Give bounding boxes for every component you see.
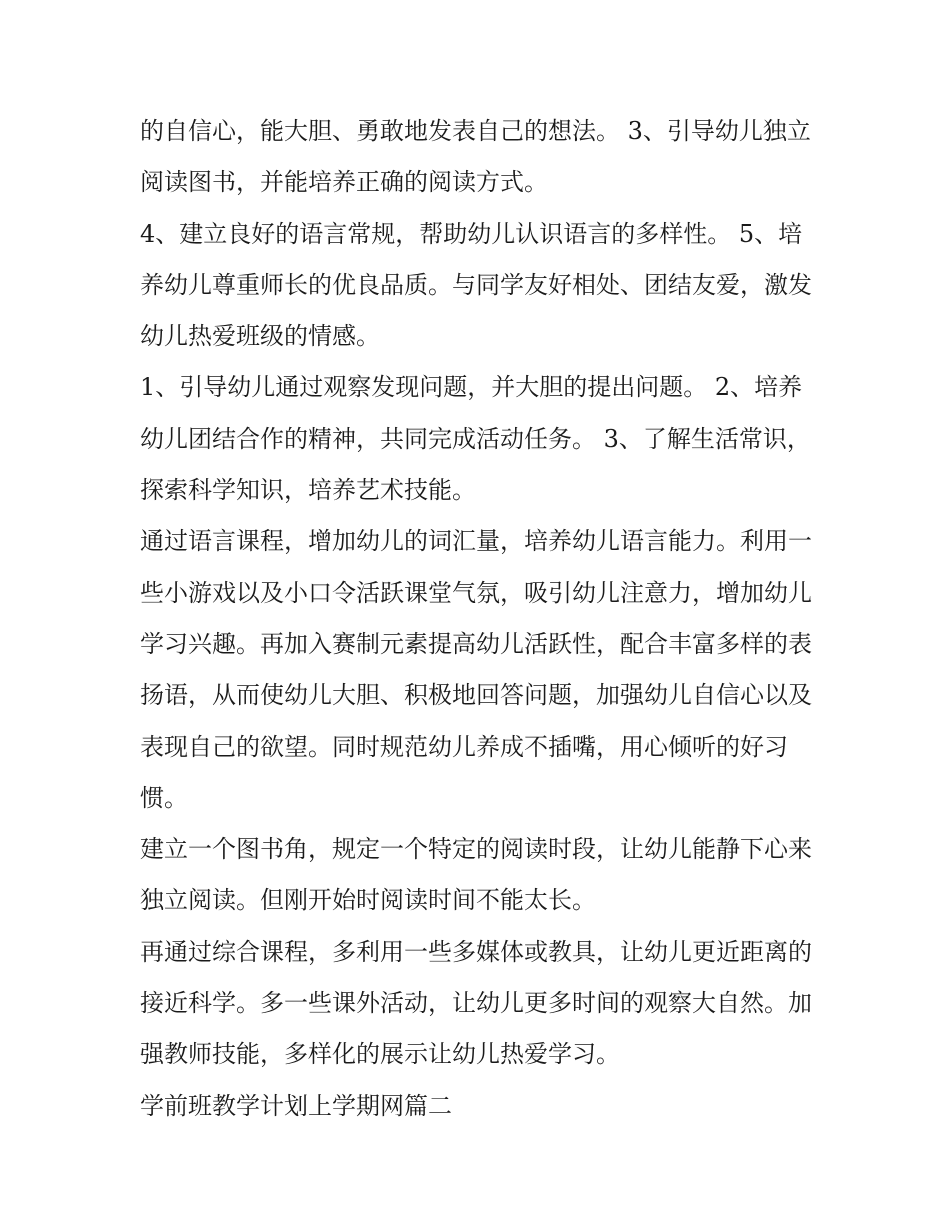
paragraph-6: 再通过综合课程，多利用一些多媒体或教具，让幼儿更近距离的接近科学。多一些课外活动，让幼儿更多时间的观察大自然。加强教师技能，多样化的展示让幼儿热爱学习。: [140, 937, 812, 1069]
paragraph-4: 通过语言课程，增加幼儿的词汇量，培养幼儿语言能力。利用一些小游戏以及小口令活跃课堂气氛，吸引幼儿注意力，增加幼儿学习兴趣。再加入赛制元素提高幼儿活跃性，配合丰富多样的表扬语，从而使幼儿大胆、积极地回答问题，加强幼儿自信心以及表现自己的欲望。同时规范幼儿养成不插嘴，用心倾听的好习惯。: [140, 527, 812, 812]
paragraph-5: 建立一个图书角，规定一个特定的阅读时段，让幼儿能静下心来独立阅读。但刚开始时阅读时间不能太长。: [140, 835, 812, 915]
paragraph-1: 的自信心，能大胆、勇敢地发表自己的想法。 3、引导幼儿独立阅读图书，并能培养正确的阅读方式。: [140, 117, 811, 197]
paragraph-2: 4、建立良好的语言常规，帮助幼儿认识语言的多样性。 5、培养幼儿尊重师长的优良品质。与同学友好相处、团结友爱，激发幼儿热爱班级的情感。: [140, 219, 812, 351]
document-body: [140, 106, 820, 1132]
section-heading: 学前班教学计划上学期网篇二: [140, 1091, 452, 1120]
paragraph-3: 1、引导幼儿通过观察发现问题，并大胆的提出问题。 2、培养幼儿团结合作的精神，共同完成活动任务。 3、了解生活常识，探索科学知识，培养艺术技能。: [140, 373, 811, 505]
